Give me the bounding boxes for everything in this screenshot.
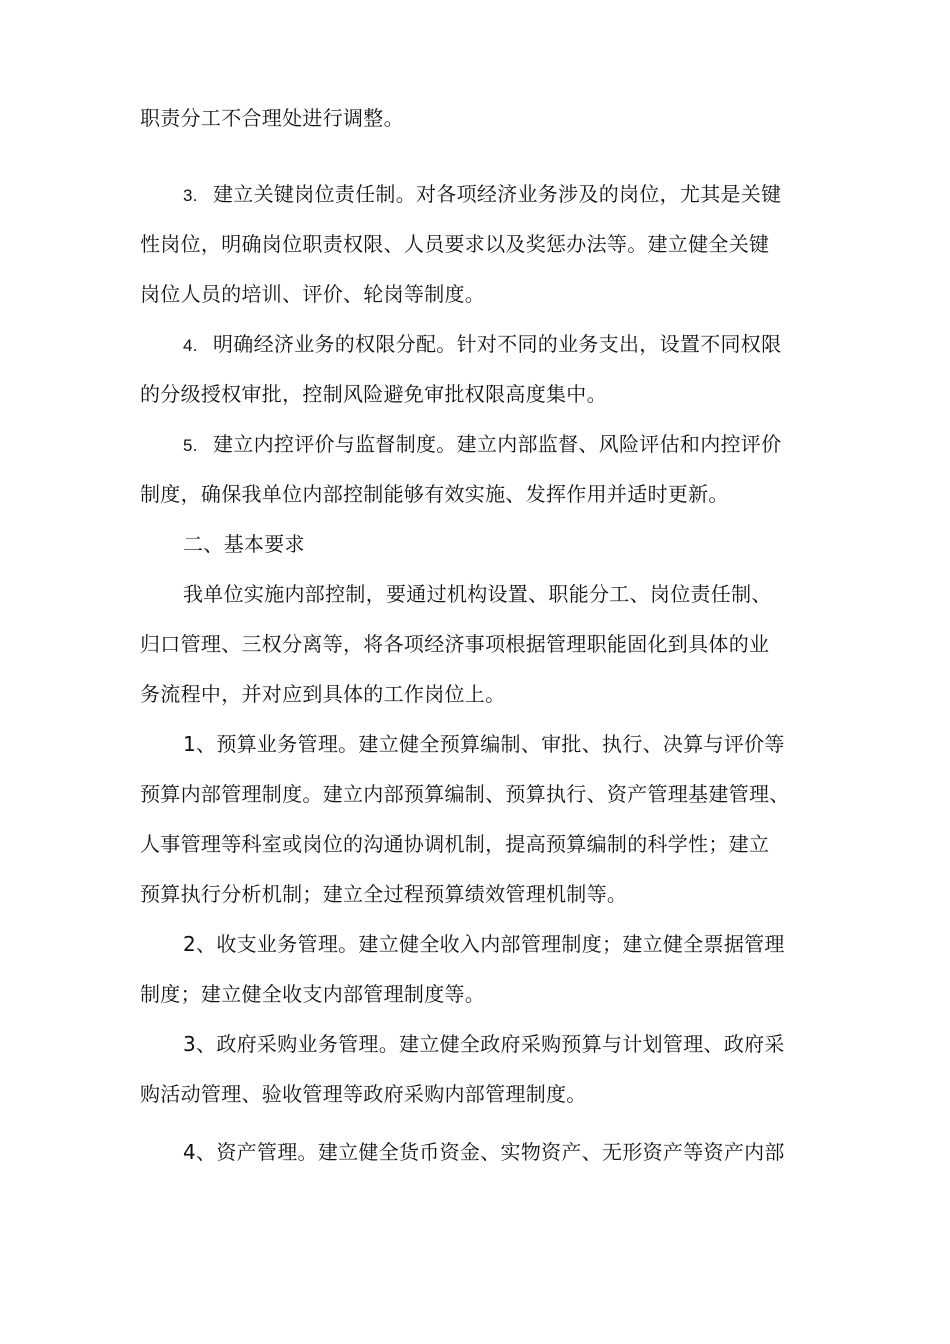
- text-line: 制度，确保我单位内部控制能够有效实施、发挥作用并适时更新。: [140, 482, 729, 506]
- text-line: 4、资产管理。建立健全货币资金、实物资产、无形资产等资产内部: [183, 1140, 785, 1164]
- list-number: 5.: [183, 436, 198, 455]
- text-line: 制度；建立健全收支内部管理制度等。: [140, 982, 486, 1006]
- text-line: 预算内部管理制度。建立内部预算编制、预算执行、资产管理基建管理、: [140, 782, 790, 806]
- text-line: 职责分工不合理处进行调整。: [140, 106, 404, 130]
- list-item-4: [183, 332, 781, 358]
- text-line: 归口管理、三权分离等，将各项经济事项根据管理职能固化到具体的业: [140, 632, 770, 656]
- text-line: 我单位实施内部控制，要通过机构设置、职能分工、岗位责任制、: [183, 582, 772, 606]
- list-number: 4.: [183, 336, 198, 355]
- text-line: 2、收支业务管理。建立健全收入内部管理制度；建立健全票据管理: [183, 932, 785, 956]
- text-line: 预算执行分析机制；建立全过程预算绩效管理机制等。: [140, 882, 628, 906]
- section-heading: 二、基本要求: [183, 532, 305, 556]
- text-line: 明确经济业务的权限分配。针对不同的业务支出，设置不同权限: [213, 332, 782, 356]
- text-line: 的分级授权审批，控制风险避免审批权限高度集中。: [140, 382, 607, 406]
- text-line: 人事管理等科室或岗位的沟通协调机制，提高预算编制的科学性；建立: [140, 832, 770, 856]
- text-line: 建立关键岗位责任制。对各项经济业务涉及的岗位，尤其是关键: [213, 182, 782, 206]
- list-item-3: [183, 182, 781, 208]
- text-line: 岗位人员的培训、评价、轮岗等制度。: [140, 282, 486, 306]
- text-line: 购活动管理、验收管理等政府采购内部管理制度。: [140, 1082, 587, 1106]
- text-line: 务流程中，并对应到具体的工作岗位上。: [140, 682, 506, 706]
- list-item-5: [183, 432, 781, 458]
- text-line: 1、预算业务管理。建立健全预算编制、审批、执行、决算与评价等: [183, 732, 785, 756]
- text-line: 性岗位，明确岗位职责权限、人员要求以及奖惩办法等。建立健全关键: [140, 232, 770, 256]
- list-number: 3.: [183, 186, 198, 205]
- text-line: 建立内控评价与监督制度。建立内部监督、风险评估和内控评价: [213, 432, 782, 456]
- text-line: 3、政府采购业务管理。建立健全政府采购预算与计划管理、政府采: [183, 1032, 785, 1056]
